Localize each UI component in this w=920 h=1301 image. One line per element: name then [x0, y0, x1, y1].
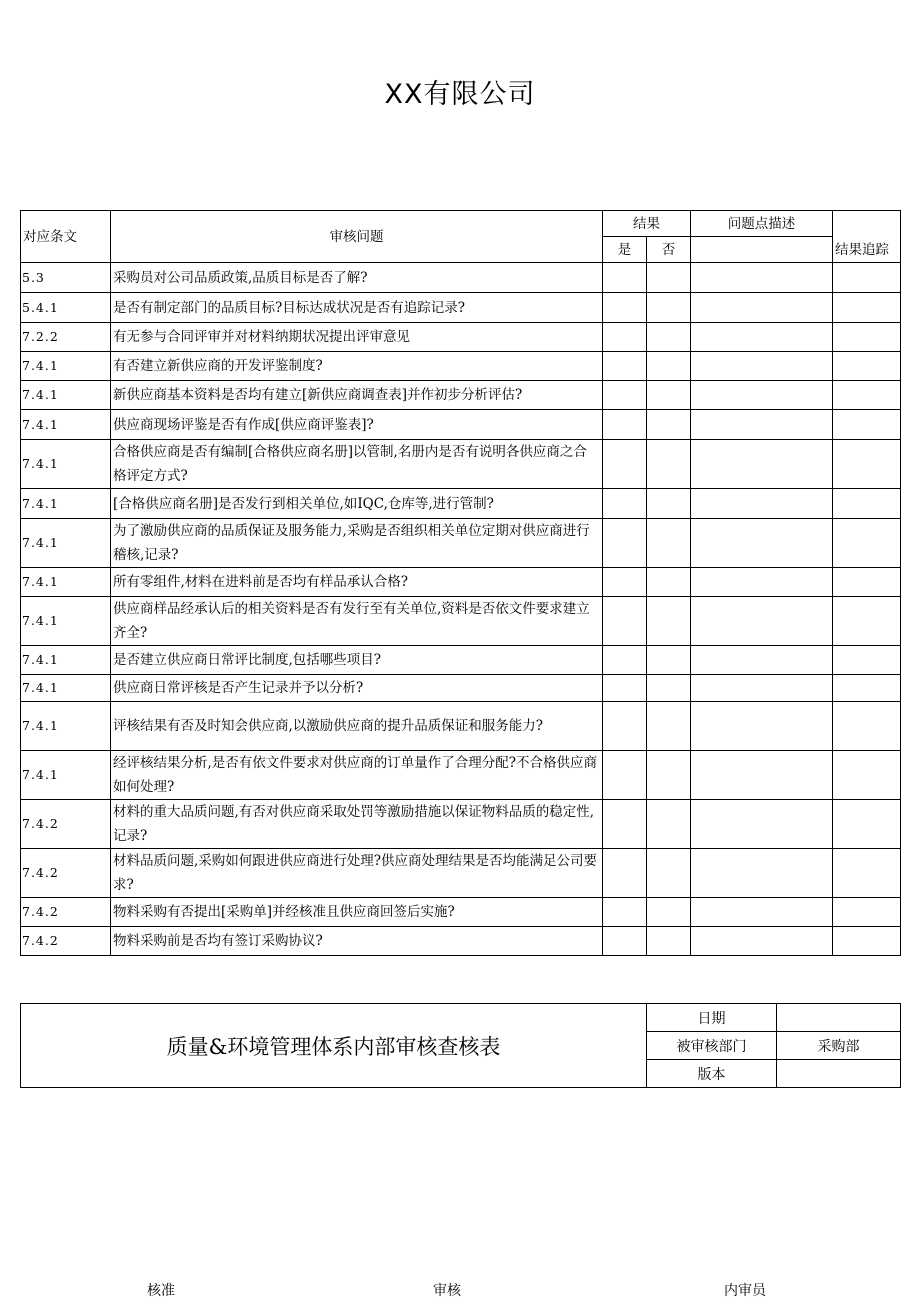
issue-description-cell[interactable] [691, 927, 833, 956]
issue-description-cell[interactable] [691, 568, 833, 597]
result-no-cell[interactable] [647, 293, 691, 323]
result-yes-cell[interactable] [603, 702, 647, 751]
result-yes-cell[interactable] [603, 263, 647, 293]
issue-description-cell[interactable] [691, 751, 833, 800]
table-row [21, 352, 901, 381]
result-yes-cell[interactable] [603, 410, 647, 440]
result-no-cell[interactable] [647, 440, 691, 489]
table-row [21, 675, 901, 702]
question-cell: 供应商样品经承认后的相关资料是否有发行至有关单位,资料是否依文件要求建立齐全? [111, 597, 603, 646]
table-row [21, 293, 901, 323]
tracking-cell[interactable] [833, 293, 901, 323]
result-no-cell[interactable] [647, 323, 691, 352]
table-row [21, 898, 901, 927]
clause-cell: 7.4.2 [21, 800, 111, 849]
question-cell: 新供应商基本资料是否均有建立[新供应商调查表]并作初步分析评估? [111, 381, 603, 410]
question-cell: 是否建立供应商日常评比制度,包括哪些项目? [111, 646, 603, 675]
header-clause: 对应条文 [21, 211, 111, 263]
result-no-cell[interactable] [647, 849, 691, 898]
result-yes-cell[interactable] [603, 440, 647, 489]
result-no-cell[interactable] [647, 702, 691, 751]
question-cell: 评核结果有否及时知会供应商,以激励供应商的提升品质保证和服务能力? [111, 702, 603, 751]
tracking-cell[interactable] [833, 440, 901, 489]
tracking-cell[interactable] [833, 519, 901, 568]
issue-description-cell[interactable] [691, 440, 833, 489]
auditor-signature-label: 内审员 [724, 1283, 766, 1299]
header-question: 审核问题 [111, 211, 603, 263]
table-row [21, 519, 901, 568]
table-row [21, 489, 901, 519]
tracking-cell[interactable] [833, 597, 901, 646]
result-no-cell[interactable] [647, 800, 691, 849]
result-yes-cell[interactable] [603, 849, 647, 898]
result-yes-cell[interactable] [603, 323, 647, 352]
result-no-cell[interactable] [647, 519, 691, 568]
clause-cell: 5.4.1 [21, 293, 111, 323]
version-value[interactable] [777, 1060, 901, 1088]
result-yes-cell[interactable] [603, 293, 647, 323]
result-yes-cell[interactable] [603, 898, 647, 927]
tracking-cell[interactable] [833, 410, 901, 440]
clause-cell: 7.4.2 [21, 849, 111, 898]
header-yes: 是 [603, 237, 647, 263]
table-row [21, 440, 901, 489]
issue-description-cell[interactable] [691, 293, 833, 323]
clause-cell: 7.4.1 [21, 702, 111, 751]
issue-description-cell[interactable] [691, 646, 833, 675]
clause-cell: 7.4.2 [21, 898, 111, 927]
table-row [21, 410, 901, 440]
table-row [21, 849, 901, 898]
issue-description-cell[interactable] [691, 352, 833, 381]
tracking-cell[interactable] [833, 898, 901, 927]
header-result: 结果 [603, 211, 691, 237]
table-row [21, 263, 901, 293]
date-value[interactable] [777, 1004, 901, 1032]
result-no-cell[interactable] [647, 751, 691, 800]
issue-description-cell[interactable] [691, 675, 833, 702]
issue-description-cell[interactable] [691, 800, 833, 849]
result-yes-cell[interactable] [603, 352, 647, 381]
result-no-cell[interactable] [647, 263, 691, 293]
result-no-cell[interactable] [647, 927, 691, 956]
clause-cell: 5.3 [21, 263, 111, 293]
question-cell: 采购员对公司品质政策,品质目标是否了解? [111, 263, 603, 293]
review-signature-label: 审核 [433, 1283, 461, 1299]
header-no: 否 [647, 237, 691, 263]
issue-description-cell[interactable] [691, 898, 833, 927]
issue-description-cell[interactable] [691, 849, 833, 898]
question-cell: 物料采购前是否均有签订采购协议? [111, 927, 603, 956]
issue-description-cell[interactable] [691, 410, 833, 440]
tracking-cell[interactable] [833, 323, 901, 352]
question-cell: 供应商现场评鉴是否有作成[供应商评鉴表]? [111, 410, 603, 440]
table-row [21, 568, 901, 597]
clause-cell: 7.4.1 [21, 519, 111, 568]
clause-cell: 7.4.1 [21, 410, 111, 440]
clause-cell: 7.4.1 [21, 352, 111, 381]
question-cell: 供应商日常评核是否产生记录并予以分析? [111, 675, 603, 702]
result-no-cell[interactable] [647, 410, 691, 440]
form-title: 质量&环境管理体系内部审核查核表 [21, 1004, 647, 1088]
result-yes-cell[interactable] [603, 646, 647, 675]
version-label: 版本 [647, 1060, 777, 1088]
approve-signature-label: 核准 [147, 1283, 175, 1299]
clause-cell: 7.4.1 [21, 597, 111, 646]
tracking-cell[interactable] [833, 568, 901, 597]
result-yes-cell[interactable] [603, 800, 647, 849]
table-row [21, 323, 901, 352]
tracking-cell[interactable] [833, 927, 901, 956]
question-cell: 有无参与合同评审并对材料纳期状况提出评审意见 [111, 323, 603, 352]
result-no-cell[interactable] [647, 597, 691, 646]
tracking-cell[interactable] [833, 646, 901, 675]
clause-cell: 7.4.1 [21, 751, 111, 800]
result-no-cell[interactable] [647, 381, 691, 410]
table-row [21, 597, 901, 646]
clause-cell: 7.4.1 [21, 489, 111, 519]
question-cell: 是否有制定部门的品质目标?目标达成状况是否有追踪记录? [111, 293, 603, 323]
clause-cell: 7.4.1 [21, 568, 111, 597]
tracking-cell[interactable] [833, 849, 901, 898]
question-cell: 有否建立新供应商的开发评鉴制度? [111, 352, 603, 381]
clause-cell: 7.2.2 [21, 323, 111, 352]
dept-value[interactable]: 采购部 [777, 1032, 901, 1060]
clause-cell: 7.4.1 [21, 381, 111, 410]
question-cell: 所有零组件,材料在进料前是否均有样品承认合格? [111, 568, 603, 597]
tracking-cell[interactable] [833, 675, 901, 702]
result-no-cell[interactable] [647, 898, 691, 927]
issue-description-cell[interactable] [691, 519, 833, 568]
tracking-cell[interactable] [833, 352, 901, 381]
question-cell: 合格供应商是否有编制[合格供应商名册]以管制,名册内是否有说明各供应商之合格评定方式? [111, 440, 603, 489]
table-row [21, 646, 901, 675]
result-yes-cell[interactable] [603, 381, 647, 410]
form-info-table [20, 1003, 901, 1088]
table-row [21, 800, 901, 849]
table-row [21, 927, 901, 956]
result-no-cell[interactable] [647, 646, 691, 675]
question-cell: 物料采购有否提出[采购单]并经核准且供应商回签后实施? [111, 898, 603, 927]
clause-cell: 7.4.2 [21, 927, 111, 956]
tracking-cell[interactable] [833, 751, 901, 800]
question-cell: [合格供应商名册]是否发行到相关单位,如IQC,仓库等,进行管制? [111, 489, 603, 519]
dept-label: 被审核部门 [647, 1032, 777, 1060]
result-yes-cell[interactable] [603, 675, 647, 702]
result-yes-cell[interactable] [603, 597, 647, 646]
table-row [21, 702, 901, 751]
result-no-cell[interactable] [647, 568, 691, 597]
tracking-cell[interactable] [833, 702, 901, 751]
issue-description-cell[interactable] [691, 702, 833, 751]
issue-description-cell[interactable] [691, 489, 833, 519]
question-cell: 材料品质问题,采购如何跟进供应商进行处理?供应商处理结果是否均能满足公司要求? [111, 849, 603, 898]
result-yes-cell[interactable] [603, 489, 647, 519]
result-yes-cell[interactable] [603, 568, 647, 597]
result-no-cell[interactable] [647, 489, 691, 519]
issue-description-cell[interactable] [691, 381, 833, 410]
issue-description-cell[interactable] [691, 323, 833, 352]
clause-cell: 7.4.1 [21, 646, 111, 675]
result-yes-cell[interactable] [603, 927, 647, 956]
date-label: 日期 [647, 1004, 777, 1032]
question-cell: 材料的重大品质问题,有否对供应商采取处罚等激励措施以保证物料品质的稳定性,记录? [111, 800, 603, 849]
header-issue-blank [691, 237, 833, 263]
clause-cell: 7.4.1 [21, 675, 111, 702]
company-title: XX有限公司 [384, 79, 536, 110]
clause-cell: 7.4.1 [21, 440, 111, 489]
result-no-cell[interactable] [647, 675, 691, 702]
table-row [21, 751, 901, 800]
question-cell: 经评核结果分析,是否有依文件要求对供应商的订单量作了合理分配?不合格供应商如何处理? [111, 751, 603, 800]
issue-description-cell[interactable] [691, 263, 833, 293]
header-issue: 问题点描述 [691, 211, 833, 237]
result-yes-cell[interactable] [603, 519, 647, 568]
tracking-cell[interactable] [833, 381, 901, 410]
tracking-cell[interactable] [833, 800, 901, 849]
issue-description-cell[interactable] [691, 597, 833, 646]
question-cell: 为了激励供应商的品质保证及服务能力,采购是否组织相关单位定期对供应商进行稽核,记录? [111, 519, 603, 568]
result-no-cell[interactable] [647, 352, 691, 381]
tracking-cell[interactable] [833, 489, 901, 519]
table-row [21, 381, 901, 410]
result-yes-cell[interactable] [603, 751, 647, 800]
header-tracking: 结果追踪 [833, 211, 901, 263]
tracking-cell[interactable] [833, 263, 901, 293]
audit-checklist-table [20, 210, 901, 956]
